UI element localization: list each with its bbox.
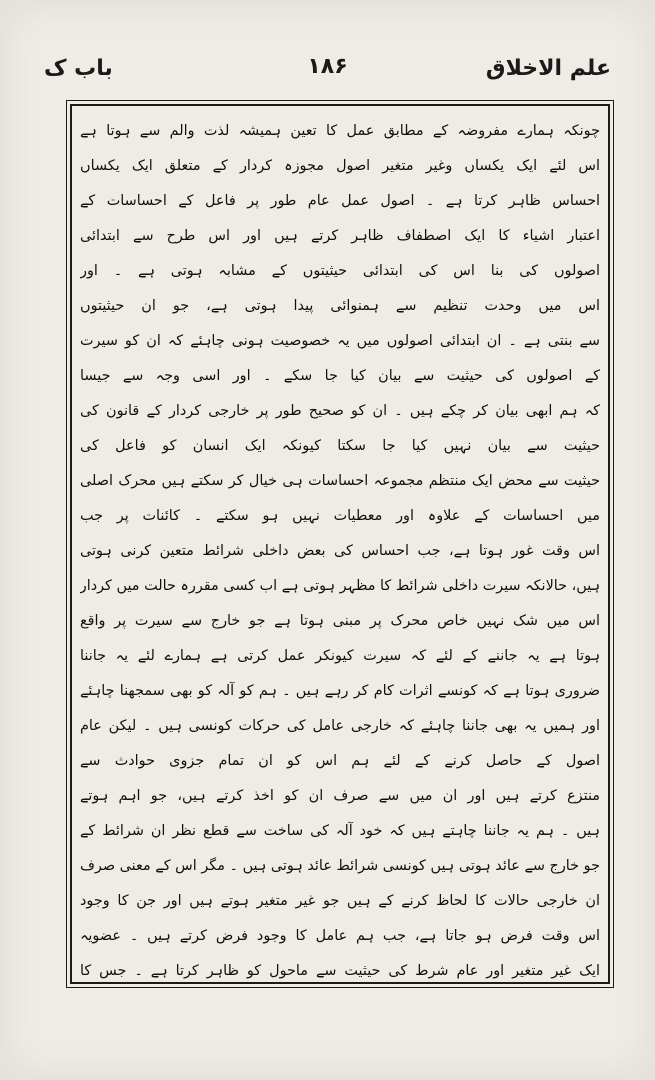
text-line: کے اصولوں کی حیثیت سے بیان کیا جا سکے ۔ اور اسی وجہ سے جیسا: [80, 368, 600, 384]
body-text: [80, 114, 600, 989]
text-line: احساس ظاہر کرتا ہے ۔ اصول عمل عام طور پر فاعل کے احساسات کے: [80, 193, 600, 209]
text-line: ہیں ۔ ہم یہ جاننا چاہتے ہیں کہ خود آلہ کی ساخت سے قطع نظر ان شرائط کے: [80, 823, 600, 839]
text-line: اس وقت غور ہوتا ہے، جب احساس کی بعض داخلی شرائط متعین کرنی ہوتی: [80, 543, 600, 559]
text-line: اصولوں کی بنا اس کی ابتدائی حیثیتوں کے مشابہ ہوتی ہے ۔ اور: [80, 263, 600, 279]
text-line: ہوتا ہے یہ جاننے کے لئے کہ سیرت کیونکر عمل کرتی ہے ہمارے لئے یہ جاننا: [80, 648, 600, 664]
text-line: حیثیت سے محض ایک منتظم مجموعہ احساسات ہی خیال کر سکتے ہیں محرک اصلی: [80, 473, 600, 489]
text-line: اس میں شک نہیں خاص محرک پر مبنی ہوتا ہے جو خارج سے سیرت پر واقع: [80, 613, 600, 629]
text-line: اعتبار اشیاء کا ایک اصطفاف ظاہر کرتے ہیں اور اس طرح سے ابتدائی: [80, 228, 600, 244]
text-line: چونکہ ہمارے مفروضہ کے مطابق عمل کا تعین ہمیشہ لذت والم سے ہوتا ہے: [80, 123, 600, 139]
book-title: علم الاخلاق: [485, 56, 611, 81]
text-line: اصول کے حاصل کرنے کے لئے ہم اس کو ان تمام جزوی حوادث سے: [80, 753, 600, 769]
text-line: سے بنتی ہے ۔ ان ابتدائی اصولوں میں یہ خصوصیت ہونی چاہئے کہ ان کو سیرت: [80, 333, 600, 349]
text-line: جو خارج سے عائد ہوتی ہیں کونسی شرائط عائد ہوتی ہیں ۔ مگر اس کے معنی صرف: [80, 858, 600, 874]
text-line: اس وقت فرض ہو جاتا ہے، جب ہم عامل کا وجود فرض کرتے ہیں ۔ عضویہ: [80, 928, 600, 944]
text-line: اور ہمیں یہ بھی جاننا چاہئے کہ خارجی عامل کی حرکات کونسی ہیں ۔ لیکن عام: [80, 718, 600, 734]
text-line: کہ ہم ابھی بیان کر چکے ہیں ۔ ان کو صحیح طور پر خارجی کردار کے قانون کی: [80, 403, 600, 419]
text-line: ایک غیر متغیر اور عام شرط کی حیثیت سے ماحول کو ظاہر کرتا ہے ۔ جس کا: [80, 963, 600, 979]
chapter-label: باب ک: [44, 56, 113, 81]
text-line: ہیں، حالانکہ سیرت داخلی شرائط کا مظہر ہوتی ہے اب کسی مقررہ حالت میں کردار: [80, 578, 600, 594]
text-frame: [70, 104, 610, 984]
page-number: ۱۸۶: [307, 54, 348, 79]
text-line: اس لئے ایک یکساں وغیر متغیر اصول مجوزہ کردار کے متعلق ایک یکساں: [80, 158, 600, 174]
text-line: ضروری ہوتا ہے کہ کونسے اثرات کام کر رہے ہیں ۔ ہم کو آلہ کو بھی سمجھنا چاہئے: [80, 683, 600, 699]
text-line: اس میں وحدت تنظیم سے ہمنوائی پیدا ہوتی ہے، جو ان حیثیتوں: [80, 298, 600, 314]
page-header: [44, 52, 611, 92]
text-line: حیثیت سے بیان نہیں کیا جا سکتا کیونکہ ایک انسان کو فاعل کی: [80, 438, 600, 454]
book-page: [4, 4, 651, 1076]
text-line: منتزع کرتے ہیں اور ان میں سے صرف ان کو اخذ کرتے ہیں، جو اہم ہوتے: [80, 788, 600, 804]
text-line: ان خارجی حالات کا لحاظ کرنے کے ہیں جو غیر متغیر ہوتے ہیں اور جن کا وجود: [80, 893, 600, 909]
text-line: میں احساسات کے علاوہ اور معطیات نہیں ہو سکتے ۔ کائنات پر جب: [80, 508, 600, 524]
